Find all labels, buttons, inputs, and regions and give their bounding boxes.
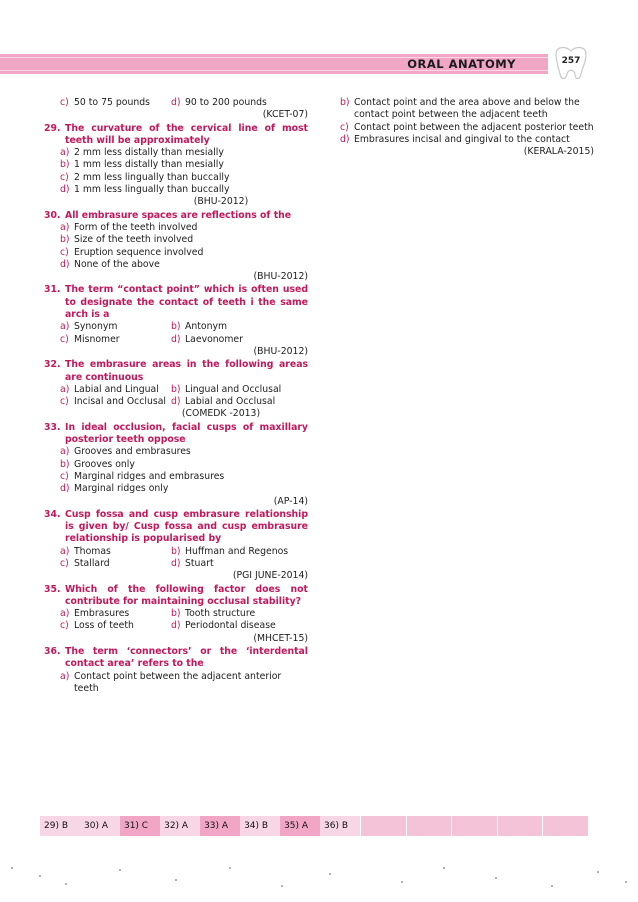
option-text: Tooth structure [185, 608, 256, 620]
option-text: Laevonomer [185, 333, 243, 345]
option-letter: c) [60, 97, 69, 108]
answer-text: 35) A [284, 821, 309, 831]
question-32 [44, 359, 308, 384]
option-letter: c) [60, 396, 69, 408]
option-letter: b) [60, 458, 70, 470]
option-text: 1 mm less distally than mesially [74, 159, 224, 171]
option-text: Misnomer [74, 333, 120, 345]
question-source: (AP-14) [273, 495, 308, 507]
option [44, 159, 308, 171]
question-31 [44, 284, 308, 321]
question-source: (KCET-07) [262, 109, 308, 121]
option-text: Contact point and the area above and below the contact point between the adjacent teeth [354, 97, 580, 121]
option [44, 483, 308, 495]
option-text: Huffman and Regenos [185, 545, 289, 557]
option-text: 2 mm less lingually than buccally [74, 171, 230, 183]
option-row [44, 620, 308, 632]
option-letter: a) [60, 670, 70, 682]
question-number: 33. [44, 421, 61, 433]
option-letter: d) [171, 333, 181, 345]
option-letter: d) [60, 258, 70, 270]
option [324, 97, 594, 122]
answer-item [240, 816, 280, 836]
option-text: Labial and Lingual [74, 383, 159, 395]
option-letter: a) [60, 446, 70, 458]
option-text: Lingual and Occlusal [185, 383, 282, 395]
option-letter: d) [60, 184, 70, 196]
option-letter: a) [60, 147, 70, 159]
question-source: (BHU-2012) [253, 345, 308, 357]
right-column [324, 97, 594, 158]
option-text: 50 to 75 pounds [74, 97, 150, 108]
option-letter: a) [60, 321, 70, 333]
question-text: All embrasure spaces are reflections of the [65, 209, 292, 221]
option [44, 671, 308, 696]
answer-text: 31) C [123, 821, 149, 831]
option-text: 1 mm less lingually than buccally [74, 184, 230, 196]
option-row [44, 608, 308, 620]
question-text: The term “contact point” which is often used to designate the contact of teeth i the same arch is a [65, 284, 308, 321]
option-text: Labial and Occlusal [185, 396, 276, 408]
question-number: 36. [44, 646, 61, 658]
option-letter: d) [171, 97, 181, 108]
option-text: 90 to 200 pounds [185, 97, 267, 108]
left-column [44, 97, 308, 695]
option-text: Thomas [74, 545, 111, 557]
option-row [44, 97, 308, 109]
answer-item [40, 816, 80, 836]
option-row [44, 321, 308, 333]
question-text: The curvature of the cervical line of most teeth will be approximately [65, 122, 308, 146]
option-text: Grooves and embrasures [74, 446, 191, 458]
option-letter: a) [60, 608, 70, 620]
option-text: Embrasures incisal and gingival to the contact [354, 133, 570, 145]
option-text: Contact point between the adjacent anterior teeth [74, 670, 282, 694]
page-number: 257 [561, 56, 581, 66]
question-36 [44, 646, 308, 671]
option-text: Size of the teeth involved [74, 234, 194, 246]
question-text: Cusp fossa and cusp embrasure relationship is given by/ Cusp fossa and cusp embrasure relationship is popularised by [65, 508, 308, 545]
option-letter: b) [171, 608, 181, 620]
question-29 [44, 123, 308, 148]
answer-text: 32) A [164, 821, 189, 831]
option-letter: b) [171, 545, 181, 557]
option [324, 134, 594, 146]
option-letter: d) [171, 396, 181, 408]
option-text: Marginal ridges only [74, 483, 169, 495]
option-text: Embrasures [74, 608, 130, 620]
answer-item [280, 816, 320, 836]
answer-item [320, 816, 360, 836]
option-letter: b) [60, 159, 70, 171]
option [44, 234, 308, 246]
option [44, 147, 308, 159]
option-text: Stuart [185, 557, 214, 569]
tooth-icon [548, 44, 594, 84]
question-34 [44, 509, 308, 546]
option-letter: a) [60, 383, 70, 395]
option-row [44, 396, 308, 408]
option-text: Eruption sequence involved [74, 246, 204, 258]
option-letter: c) [60, 246, 69, 258]
answer-item [160, 816, 200, 836]
option [324, 122, 594, 134]
question-text: The term ‘connectors’ or the ‘interdental contact area’ refers to the [65, 646, 308, 670]
answer-text: 34) B [244, 821, 269, 831]
option-row [44, 334, 308, 346]
option-text: None of the above [74, 258, 160, 270]
answer-item [80, 816, 120, 836]
chapter-title: ORAL ANATOMY [407, 57, 516, 71]
question-text: The embrasure areas in the following areas are continuous [65, 359, 308, 383]
question-number: 32. [44, 359, 61, 371]
option-text: 2 mm less distally than mesially [74, 147, 224, 159]
option-text: Antonym [185, 321, 228, 333]
answer-text: 33) A [204, 821, 229, 831]
answer-text: 29) B [44, 821, 68, 831]
option-letter: d) [171, 557, 181, 569]
option-text: Contact point between the adjacent posterior teeth [354, 121, 594, 133]
header-bar [0, 54, 548, 74]
question-text: Which of the following factor does not contribute for maintaining occlusal stability? [65, 583, 308, 607]
question-30 [44, 210, 308, 222]
option-letter: a) [60, 545, 70, 557]
option-text: Loss of teeth [74, 620, 134, 632]
question-text: In ideal occlusion, facial cusps of maxillary posterior teeth oppose [65, 421, 308, 446]
option-letter: b) [171, 383, 181, 395]
answer-text: 30) A [84, 821, 108, 831]
question-source: (MHCET-15) [253, 632, 308, 644]
option-text: Form of the teeth involved [74, 221, 198, 233]
question-35 [44, 584, 308, 609]
option-text: Grooves only [74, 458, 135, 470]
answer-text: 36) B [324, 821, 349, 831]
answer-item [120, 816, 160, 836]
question-number: 35. [44, 583, 61, 595]
option-letter: c) [340, 121, 349, 133]
option [44, 459, 308, 471]
option-text: Incisal and Occlusal [74, 396, 166, 408]
option [44, 247, 308, 259]
option [44, 471, 308, 483]
answer-key-filler [360, 816, 588, 836]
question-33 [44, 422, 308, 447]
question-source: (BHU-2012) [193, 196, 249, 208]
option-text: Synonym [74, 321, 118, 333]
option-letter: d) [340, 133, 350, 145]
option-row [44, 558, 308, 570]
option [44, 172, 308, 184]
option-letter: b) [340, 97, 350, 108]
option-letter: c) [60, 470, 69, 482]
question-number: 29. [44, 122, 61, 134]
option-letter: c) [60, 333, 69, 345]
option-text: Stallard [74, 557, 110, 569]
option-text: Periodontal disease [185, 620, 276, 632]
question-number: 31. [44, 284, 61, 296]
scan-noise-dots [0, 862, 638, 892]
option-letter: c) [60, 171, 69, 183]
question-source: (COMEDK -2013) [181, 408, 261, 420]
option-letter: d) [171, 620, 181, 632]
question-source: (BHU-2012) [253, 271, 308, 283]
option-letter: b) [60, 234, 70, 246]
option-letter: d) [60, 483, 70, 495]
option [44, 446, 308, 458]
answer-item [200, 816, 240, 836]
option-letter: c) [60, 620, 69, 632]
option-letter: b) [171, 321, 181, 333]
question-source: (KERALA-2015) [523, 146, 594, 158]
option-letter: a) [60, 221, 70, 233]
option-row [44, 384, 308, 396]
question-number: 34. [44, 508, 61, 520]
option-letter: c) [60, 557, 69, 569]
option-row [44, 546, 308, 558]
option [44, 184, 308, 196]
question-source: (PGI JUNE-2014) [232, 570, 308, 582]
question-number: 30. [44, 209, 61, 221]
answer-key [40, 816, 588, 836]
option [44, 259, 308, 271]
option-text: Marginal ridges and embrasures [74, 470, 225, 482]
option [44, 222, 308, 234]
